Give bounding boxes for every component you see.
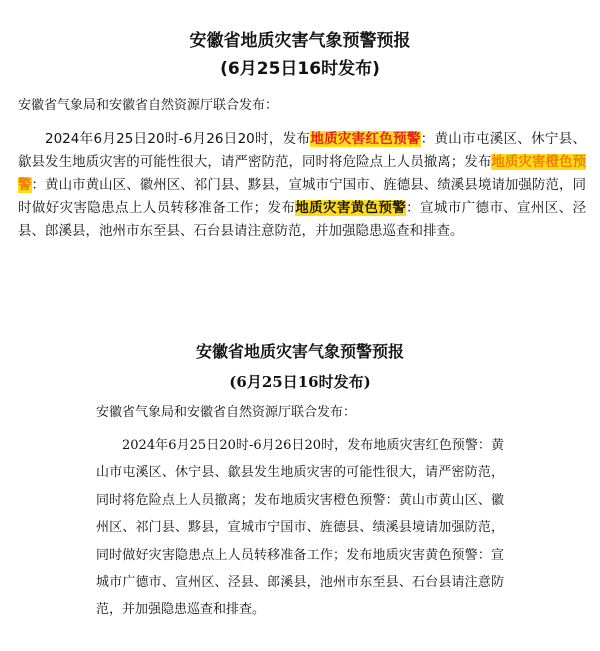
bulletin-title: 安徽省地质灾害气象预警预报 (195, 342, 404, 361)
body-segment: 2024年6月25日20时-6月26日20时，发布 (45, 131, 311, 147)
bulletin-body (18, 128, 586, 243)
orange-warning-label: 地质灾害橙色预警 (18, 154, 587, 193)
body-segment: ：黄山市屯溪区、休宁县、歙县发生地质灾害的可能性很大，请严密防范，同时将危险点上人员撤离；发布 (18, 131, 587, 170)
body-segment: ：宣城市广德市、宣州区、泾县、郎溪县，池州市东至县、石台县请注意防范，并加强隐患巡查和排查。 (18, 200, 587, 239)
yellow-warning-label: 地质灾害黄色预警 (295, 200, 407, 216)
bulletin-subtitle-time: (6月25日16时发布) (220, 59, 380, 79)
bulletin-body: 2024年6月25日20时-6月26日20时，发布地质灾害红色预警：黄山市屯溪区、休宁县、歙县发生地质灾害的可能性很大，请严密防范，同时将危险点上人员撤离；发布地质灾害橙色预警：黄山市黄山区、徽州区、祁门县、黟县，宣城市宁国市、旌德县、绩溪县境请加强防范，同时做好灾害隐患点上人员转移准备工作；发布地质灾害黄色预警：宣城市广德市、宣州区、泾县、郎溪县，池州市东至县、石台县请注意防范，并加强隐患巡查和排查。 (96, 438, 504, 618)
body-segment: ：黄山市黄山区、徽州区、祁门县、黟县，宣城市宁国市、旌德县、绩溪县境请加强防范，同时做好灾害隐患点上人员转移准备工作；发布 (18, 177, 587, 216)
red-warning-label: 地质灾害红色预警 (310, 131, 421, 147)
bulletin-publisher: 安徽省气象局和安徽省自然资源厅联合发布： (96, 405, 357, 420)
bulletin-publisher: 安徽省气象局和安徽省自然资源厅联合发布： (18, 98, 279, 113)
bulletin-title: 安徽省地质灾害气象预警预报 (189, 31, 411, 51)
bulletin-subtitle-time: (6月25日16时发布) (229, 373, 371, 391)
